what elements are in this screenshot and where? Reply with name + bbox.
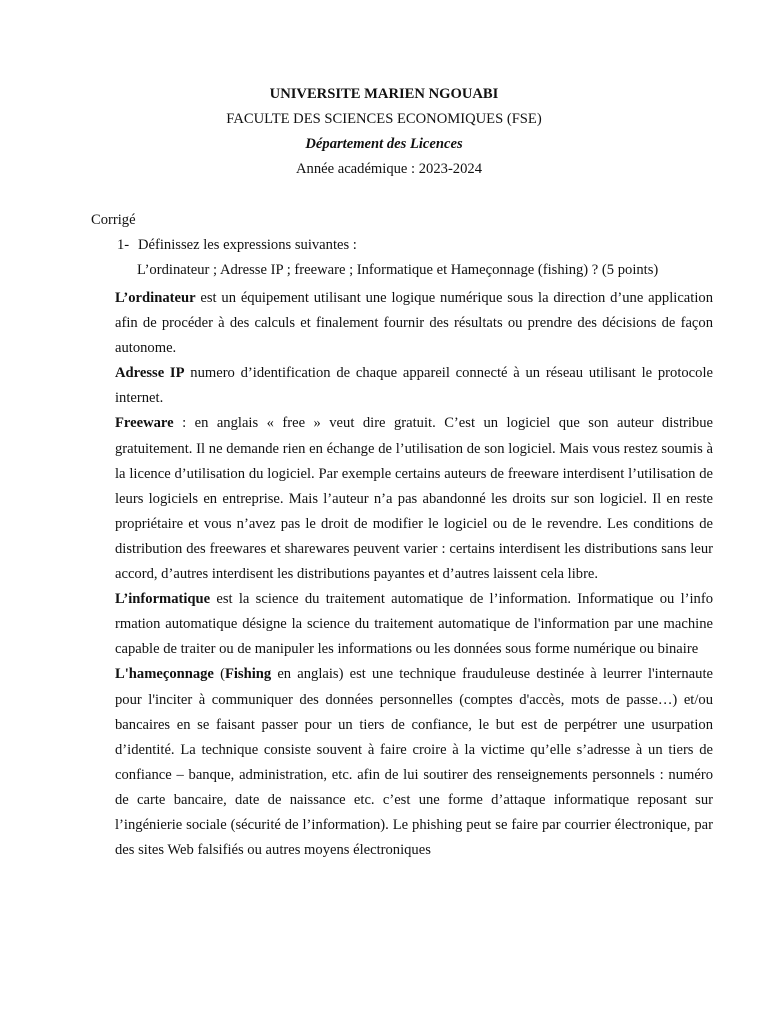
definition-informatique	[115, 587, 713, 662]
definition-hameconnage	[115, 662, 713, 863]
definition-text-ordinateur: est un équipement utilisant une logique numérique sous la direction d’une application afin de procéder à des calculs et finalement fournir des résultats ou prendre des décisions de façon autonome.	[115, 290, 713, 357]
term-informatique: L’informatique	[115, 591, 211, 608]
paren-open: (	[213, 666, 225, 683]
definition-text-informatique: est la science du traitement automatique de l’information. Informatique ou l’info rmation automatique désigne la science du traitement automatique de l'information par une machine capable de traiter ou de manipuler les informations ou les données sous forme numérique ou binaire	[115, 591, 713, 658]
academic-year: Année académique : 2023-2024	[295, 161, 482, 177]
answer-body	[115, 286, 713, 863]
corrige-label: Corrigé	[91, 212, 136, 228]
question-subtext: L’ordinateur ; Adresse IP ; freeware ; Informatique et Hameçonnage (fishing) ? (5 points)	[137, 262, 659, 278]
definition-text-adresse-ip: numero d’identification de chaque appareil connecté à un réseau utilisant le protocole internet.	[115, 365, 713, 407]
term-hameconnage: L'hameçonnage	[115, 666, 214, 683]
definition-text-freeware: : en anglais « free » veut dire gratuit. C’est un logiciel que son auteur distribue gratuitement. Il ne demande rien en échange de l’utilisation de son logiciel. Mais vous restez soumis à la licence d’utilisation du logiciel. Par exemple certains auteurs de freeware interdisent l’utilisation de leurs logiciels en entreprise. Mais l’auteur n’a pas abandonné les droits sur son logiciel. Il en reste propriétaire et vous n’avez pas le droit de modifier le logiciel ou de le revendre. Les conditions de distribution des freewares et sharewares peuvent varier : certains interdisent les distributions sans leur accord, d’autres interdisent les distributions payantes et d’autres laissent cela libre.	[115, 415, 713, 583]
faculty-title: FACULTE DES SCIENCES ECONOMIQUES (FSE)	[226, 111, 542, 127]
definition-text-hameconnage: en anglais) est une technique frauduleuse destinée à leurrer l'internaute pour l'inciter à communiquer des données personnelles (comptes d'accès, mots de passe…) et/ou bancaires en se faisant passer pour un tiers de confiance, le but est de perpétrer une usurpation d’identité. La technique consiste souvent à faire croire à la victime qu’elle s’adresse à un tiers de confiance – banque, administration, etc. afin de lui soutirer des renseignements personnels : numéro de carte bancaire, date de naissance etc. c’est une forme d’attaque informatique reposant sur l’ingénierie sociale (sécurité de l’information). Le phishing peut se faire par courrier électronique, par des sites Web falsifiés ou autres moyens électroniques	[115, 666, 713, 859]
term-freeware: Freeware	[115, 415, 174, 432]
department-title: Département des Licences	[305, 136, 463, 152]
question-text: Définissez les expressions suivantes :	[138, 237, 357, 253]
university-title: UNIVERSITE MARIEN NGOUABI	[269, 86, 499, 102]
question-number: 1-	[117, 237, 130, 253]
definition-adresse-ip	[115, 361, 713, 411]
definition-ordinateur	[115, 286, 713, 361]
question-line	[117, 236, 357, 254]
term-adresse-ip: Adresse IP	[115, 365, 185, 382]
term-ordinateur: L’ordinateur	[115, 290, 196, 306]
term-fishing: Fishing	[224, 666, 272, 683]
definition-freeware	[115, 411, 713, 587]
